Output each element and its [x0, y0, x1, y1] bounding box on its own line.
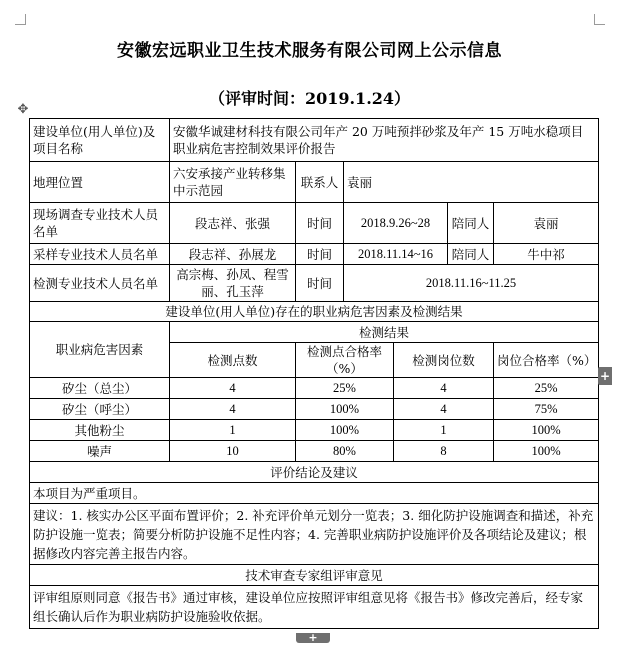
table-row — [30, 162, 599, 203]
factor-name: 矽尘（总尘） — [30, 378, 170, 399]
survey-time-label: 时间 — [296, 203, 344, 244]
testing-staff-value: 高宗梅、孙凤、程雪丽、孔玉萍 — [170, 265, 296, 302]
table-row — [30, 322, 599, 343]
survey-companion-label: 陪同人 — [448, 203, 494, 244]
crop-mark-top-right — [594, 14, 605, 25]
disclosure-table — [29, 118, 599, 629]
table-row — [30, 378, 599, 399]
factor-name: 噪声 — [30, 441, 170, 462]
point-rate: 80% — [296, 441, 394, 462]
table-row — [30, 565, 599, 586]
contact-value: 袁丽 — [344, 162, 599, 203]
points-count: 10 — [170, 441, 296, 462]
factor-header: 职业病危害因素 — [30, 322, 170, 378]
column-header: 检测点合格率（%） — [296, 343, 394, 378]
table-row — [30, 265, 599, 302]
post-rate: 75% — [494, 399, 599, 420]
add-row-plus-icon[interactable]: + — [296, 633, 330, 643]
point-rate: 100% — [296, 420, 394, 441]
unit-label: 建设单位(用人单位)及项目名称 — [30, 119, 170, 162]
evaluation-section-title: 评价结论及建议 — [30, 462, 599, 483]
table-row — [30, 119, 599, 162]
post-rate: 25% — [494, 378, 599, 399]
review-time: （评审时间：2019.1.24） — [208, 89, 411, 108]
expert-review-section-title: 技术审查专家组评审意见 — [30, 565, 599, 586]
table-row — [30, 586, 599, 629]
table-move-handle-icon[interactable]: ✥ — [17, 102, 29, 117]
column-header: 检测点数 — [170, 343, 296, 378]
points-count: 4 — [170, 399, 296, 420]
posts-count: 8 — [394, 441, 494, 462]
location-value: 六安承接产业转移集中示范园 — [170, 162, 296, 203]
posts-count: 1 — [394, 420, 494, 441]
survey-staff-value: 段志祥、张强 — [170, 203, 296, 244]
table-row — [30, 203, 599, 244]
table-row — [30, 420, 599, 441]
column-header: 检测岗位数 — [394, 343, 494, 378]
unit-value: 安徽华诚建材科技有限公司年产 20 万吨预拌砂浆及年产 15 万吨水稳项目职业病危害控制效果评价报告 — [170, 119, 599, 162]
sampling-staff-label: 采样专业技术人员名单 — [30, 244, 170, 265]
table-row — [30, 302, 599, 322]
post-rate: 100% — [494, 441, 599, 462]
contact-label: 联系人 — [296, 162, 344, 203]
evaluation-suggestion: 建议：1. 核实办公区平面布置评价；2. 补充评价单元划分一览表；3. 细化防护设施调查和描述，补充防护设施一览表；简要分析防护设施不足性内容；4. 完善职业病防护设施评价及各项结论及建议；根据修改内容完善主报告内容。 — [30, 504, 599, 565]
table-row — [30, 483, 599, 504]
table-row — [30, 504, 599, 565]
sampling-time-label: 时间 — [296, 244, 344, 265]
survey-staff-label: 现场调查专业技术人员名单 — [30, 203, 170, 244]
post-rate: 100% — [494, 420, 599, 441]
evaluation-conclusion: 本项目为严重项目。 — [30, 483, 599, 504]
points-count: 4 — [170, 378, 296, 399]
location-label: 地理位置 — [30, 162, 170, 203]
point-rate: 100% — [296, 399, 394, 420]
posts-count: 4 — [394, 399, 494, 420]
factor-name: 其他粉尘 — [30, 420, 170, 441]
point-rate: 25% — [296, 378, 394, 399]
sampling-companion-value: 牛中祁 — [494, 244, 599, 265]
column-header: 岗位合格率（%） — [494, 343, 599, 378]
survey-time-value: 2018.9.26~28 — [344, 203, 448, 244]
sampling-companion-label: 陪同人 — [448, 244, 494, 265]
document-title: 安徽宏远职业卫生技术服务有限公司网上公示信息 — [117, 41, 502, 61]
hazards-section-title: 建设单位(用人单位)存在的职业病危害因素及检测结果 — [30, 302, 599, 322]
expert-review-opinion: 评审组原则同意《报告书》通过审核，建设单位应按照评审组意见将《报告书》修改完善后，经专家组长确认后作为职业病防护设施验收依据。 — [30, 586, 599, 629]
testing-time-label: 时间 — [296, 265, 344, 302]
testing-staff-label: 检测专业技术人员名单 — [30, 265, 170, 302]
crop-mark-top-left — [15, 14, 26, 25]
table-row — [30, 441, 599, 462]
sampling-time-value: 2018.11.14~16 — [344, 244, 448, 265]
add-column-plus-icon[interactable]: + — [599, 369, 611, 383]
table-row — [30, 399, 599, 420]
testing-time-value: 2018.11.16~11.25 — [344, 265, 599, 302]
table-row — [30, 244, 599, 265]
survey-companion-value: 袁丽 — [494, 203, 599, 244]
table-row — [30, 462, 599, 483]
points-count: 1 — [170, 420, 296, 441]
posts-count: 4 — [394, 378, 494, 399]
factor-name: 矽尘（呼尘） — [30, 399, 170, 420]
results-header: 检测结果 — [170, 322, 599, 343]
sampling-staff-value: 段志祥、孙展龙 — [170, 244, 296, 265]
